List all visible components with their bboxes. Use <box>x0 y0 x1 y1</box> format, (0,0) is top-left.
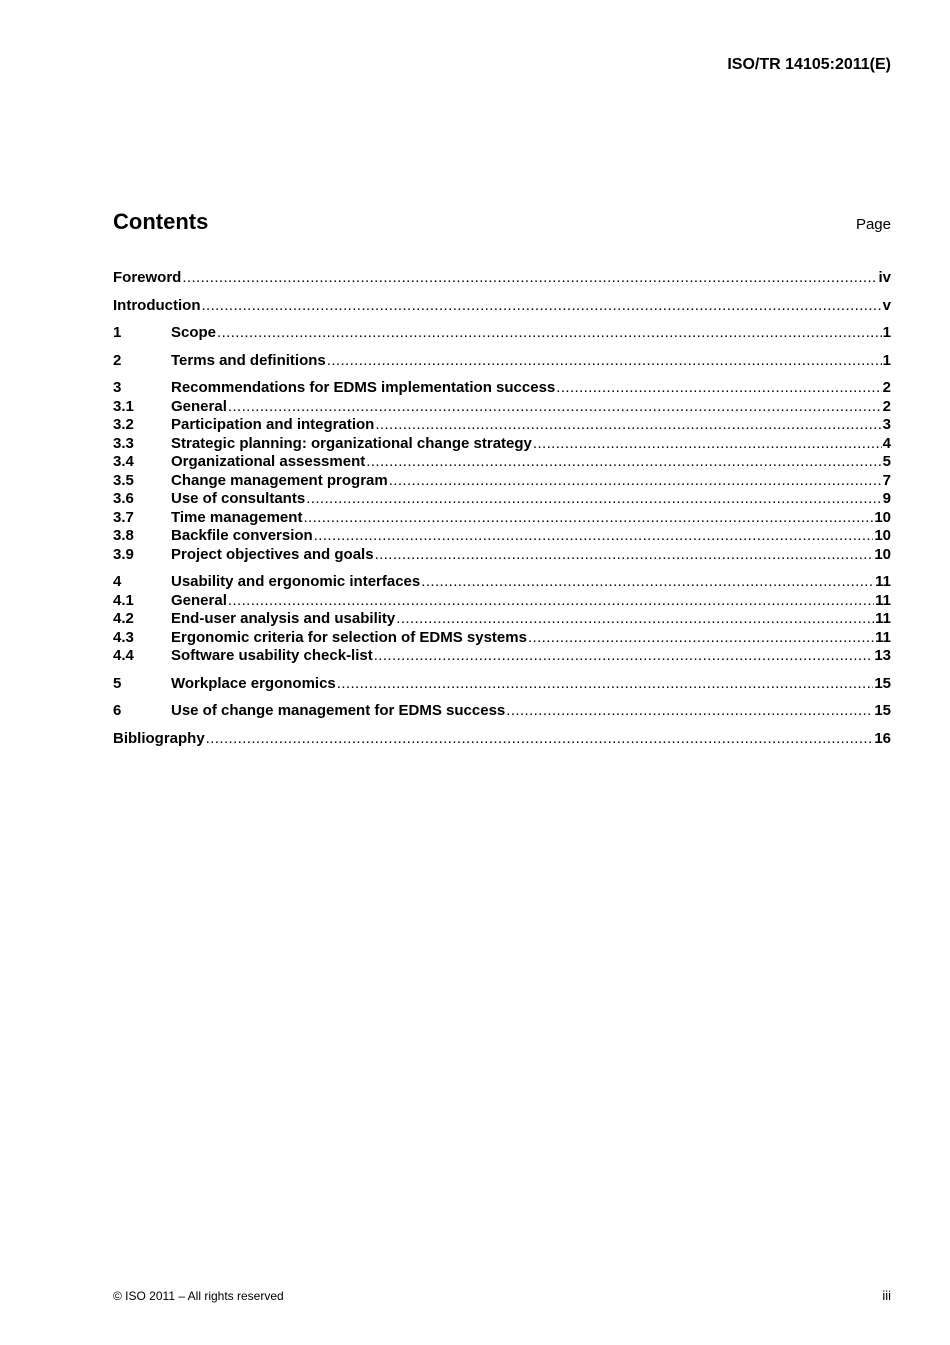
toc-leader-dots <box>217 324 882 343</box>
toc-leader-dots <box>533 435 882 454</box>
toc-title: Change management program <box>171 471 388 489</box>
toc-entry-4-2[interactable] <box>113 610 891 629</box>
toc-entry-3[interactable] <box>113 379 891 398</box>
toc-entry-1[interactable] <box>113 324 891 343</box>
toc-section-number: 3.7 <box>113 508 134 526</box>
toc-page-number: 10 <box>874 508 891 526</box>
toc-entry-3-3[interactable] <box>113 435 891 454</box>
toc-section-number: 3.9 <box>113 545 134 563</box>
toc-leader-dots <box>228 398 882 417</box>
toc-section-number: 6 <box>113 702 122 719</box>
toc-entry-5[interactable] <box>113 675 891 694</box>
toc-entry-introduction[interactable] <box>113 297 891 316</box>
toc-entry-4-3[interactable] <box>113 629 891 648</box>
toc-entry-text <box>171 702 891 721</box>
toc-page-number: 1 <box>882 351 891 369</box>
toc-leader-dots <box>375 416 881 435</box>
toc-entry-3-5[interactable] <box>113 472 891 491</box>
toc-title: Ergonomic criteria for selection of EDMS systems <box>171 628 527 646</box>
toc-entry-text <box>113 730 891 749</box>
toc-entry-text <box>171 647 891 666</box>
page-footer <box>113 1288 891 1303</box>
toc-entry-text <box>171 472 891 491</box>
toc-entry-3-6[interactable] <box>113 490 891 509</box>
page-column-label: Page <box>855 216 891 233</box>
toc-entry-text <box>113 269 891 288</box>
toc-title: Use of consultants <box>171 490 306 507</box>
toc-entry-text <box>171 509 891 528</box>
toc-page-number: 3 <box>882 416 891 433</box>
toc-page-number: 11 <box>875 591 891 609</box>
toc-title: Use of change management for EDMS success <box>171 702 506 719</box>
toc-entry-bibliography[interactable] <box>113 730 891 749</box>
toc-section-number: 3.3 <box>113 434 134 452</box>
toc-entry-4[interactable] <box>113 573 891 592</box>
toc-page-number: iv <box>878 269 891 286</box>
toc-entry-4-4[interactable] <box>113 647 891 666</box>
toc-leader-dots <box>396 610 874 629</box>
page-number: iii <box>882 1288 891 1303</box>
toc-page-number: 11 <box>875 610 891 627</box>
toc-page-number: 1 <box>882 324 891 341</box>
toc-page-number: 2 <box>882 379 891 396</box>
toc-entry-3-4[interactable] <box>113 453 891 472</box>
toc-leader-dots <box>314 527 874 546</box>
toc-section-number: 3.8 <box>113 527 134 544</box>
toc-title: Scope <box>171 324 217 341</box>
toc-section-number: 4.3 <box>113 628 134 646</box>
toc-section-number: 3.6 <box>113 490 134 507</box>
toc-page-number: 4 <box>882 434 891 452</box>
toc-section-number: 3.1 <box>113 397 134 415</box>
toc-entry-text <box>171 490 891 509</box>
toc-leader-dots <box>327 352 882 371</box>
toc-entry-text <box>171 352 891 371</box>
toc-section-number: 5 <box>113 674 122 692</box>
toc-page-number: 7 <box>882 471 891 489</box>
toc-leader-dots <box>366 453 881 472</box>
toc-title: Software usability check-list <box>171 647 373 664</box>
toc-entry-text <box>171 546 891 565</box>
toc-page-number: 15 <box>874 674 891 692</box>
contents-header <box>113 209 891 235</box>
toc-leader-dots <box>556 379 881 398</box>
toc-leader-dots <box>182 269 877 288</box>
toc-leader-dots <box>506 702 873 721</box>
copyright-notice: © ISO 2011 – All rights reserved <box>113 1289 284 1303</box>
toc-entry-text <box>171 527 891 546</box>
toc-entry-3-1[interactable] <box>113 398 891 417</box>
toc-title: Foreword <box>113 269 182 286</box>
toc-page-number: v <box>882 296 891 314</box>
toc-leader-dots <box>201 297 881 316</box>
toc-page-number: 5 <box>882 453 891 470</box>
toc-entry-2[interactable] <box>113 352 891 371</box>
toc-entry-6[interactable] <box>113 702 891 721</box>
toc-entry-3-7[interactable] <box>113 509 891 528</box>
contents-title: Contents <box>113 209 209 234</box>
toc-entry-4-1[interactable] <box>113 592 891 611</box>
toc-entry-text <box>171 610 891 629</box>
toc-title: Participation and integration <box>171 416 375 433</box>
toc-page-number: 2 <box>882 397 891 415</box>
toc-page-number: 11 <box>875 628 891 646</box>
toc-page-number: 10 <box>874 527 891 544</box>
toc-entry-text <box>171 398 891 417</box>
toc-leader-dots <box>375 546 874 565</box>
toc-entry-text <box>171 453 891 472</box>
toc-title: Recommendations for EDMS implementation success <box>171 379 556 396</box>
toc-title: General <box>171 397 227 415</box>
toc-page-number: 10 <box>874 545 891 563</box>
toc-leader-dots <box>306 490 881 509</box>
toc-title: Introduction <box>113 296 201 314</box>
toc-page-number: 15 <box>874 702 891 719</box>
toc-leader-dots <box>337 675 874 694</box>
toc-title: Workplace ergonomics <box>171 674 336 692</box>
toc-leader-dots <box>528 629 874 648</box>
toc-leader-dots <box>421 573 874 592</box>
toc-page-number: 13 <box>874 647 891 664</box>
toc-section-number: 3.5 <box>113 471 134 489</box>
toc-section-number: 4.1 <box>113 591 134 609</box>
toc-title: Project objectives and goals <box>171 545 374 563</box>
toc-section-number: 3 <box>113 379 122 396</box>
toc-entry-3-2[interactable] <box>113 416 891 435</box>
toc-section-number: 2 <box>113 351 122 369</box>
toc-entry-3-9[interactable] <box>113 546 891 565</box>
toc-title: General <box>171 591 227 609</box>
toc-entry-text <box>171 675 891 694</box>
toc-section-number: 4.2 <box>113 610 134 627</box>
table-of-contents <box>113 269 891 748</box>
toc-entry-3-8[interactable] <box>113 527 891 546</box>
toc-entry-text <box>171 573 891 592</box>
toc-page-number: 11 <box>875 573 891 590</box>
toc-leader-dots <box>303 509 873 528</box>
toc-title: Bibliography <box>113 729 205 747</box>
toc-section-number: 3.2 <box>113 416 134 433</box>
toc-section-number: 4 <box>113 573 122 590</box>
toc-entry-text <box>113 297 891 316</box>
toc-leader-dots <box>206 730 874 749</box>
toc-title: Backfile conversion <box>171 527 313 544</box>
toc-title: End-user analysis and usability <box>171 610 396 627</box>
toc-title: Organizational assessment <box>171 453 366 470</box>
toc-entry-text <box>171 629 891 648</box>
toc-section-number: 3.4 <box>113 453 134 470</box>
toc-title: Time management <box>171 508 303 526</box>
toc-leader-dots <box>374 647 874 666</box>
toc-title: Terms and definitions <box>171 351 326 369</box>
toc-entry-text <box>171 592 891 611</box>
toc-title: Usability and ergonomic interfaces <box>171 573 421 590</box>
toc-leader-dots <box>228 592 874 611</box>
toc-section-number: 1 <box>113 324 122 341</box>
toc-page-number: 16 <box>874 729 891 747</box>
toc-page-number: 9 <box>882 490 891 507</box>
document-id: ISO/TR 14105:2011(E) <box>727 56 891 73</box>
toc-title: Strategic planning: organizational change strategy <box>171 434 532 452</box>
toc-entry-text <box>171 416 891 435</box>
toc-entry-text <box>171 379 891 398</box>
toc-entry-text <box>171 435 891 454</box>
toc-leader-dots <box>389 472 882 491</box>
toc-section-number: 4.4 <box>113 647 134 664</box>
toc-entry-foreword[interactable] <box>113 269 891 288</box>
toc-entry-text <box>171 324 891 343</box>
